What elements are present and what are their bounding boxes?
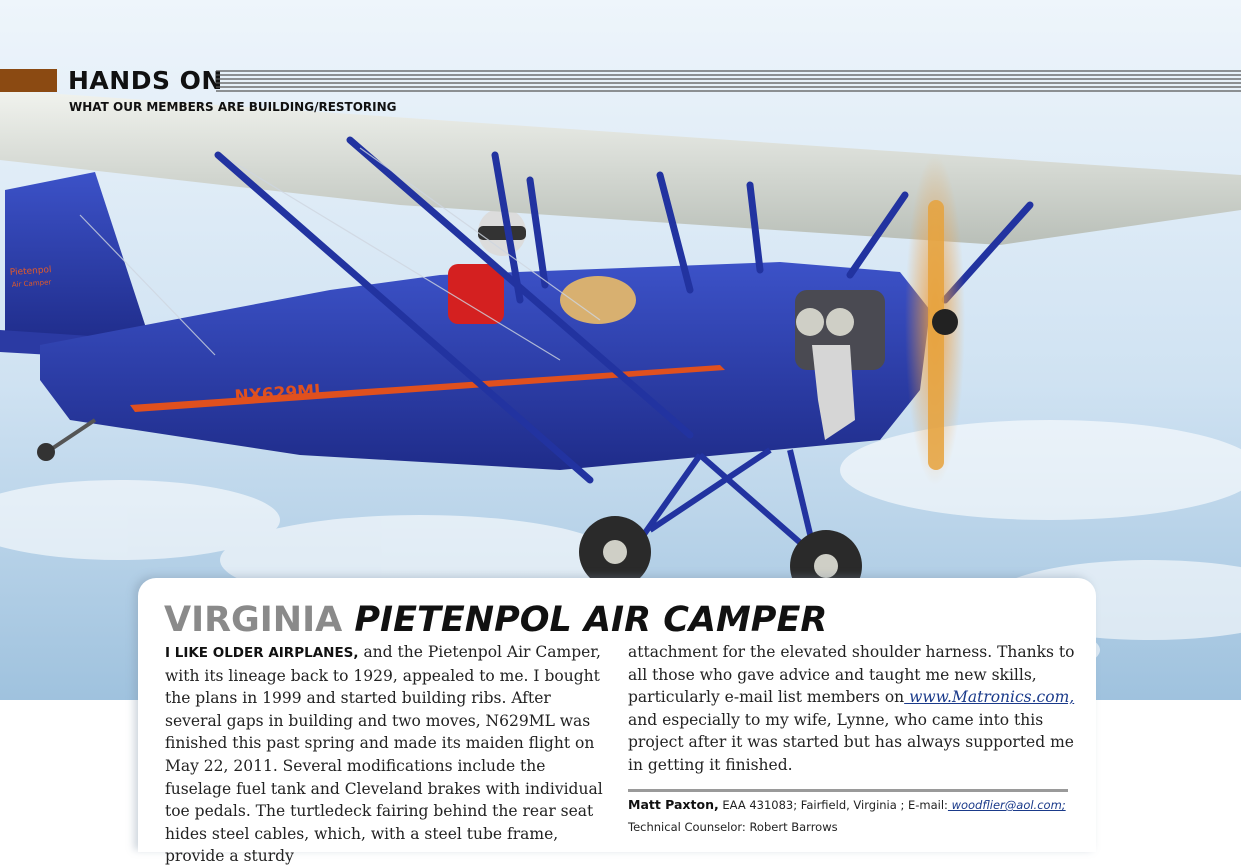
headline-title: PIETENPOL AIR CAMPER	[354, 600, 828, 640]
author-email-link[interactable]: woodflier@aol.com;	[947, 798, 1066, 812]
article-column-left	[165, 641, 605, 868]
section-title: HANDS ON	[68, 66, 223, 95]
right-body-text-1: attachment for the elevated shoulder harness. Thanks to all those who gave advice and taught me new skills, particularly e-mail list members on	[628, 643, 1075, 707]
header-rule-lines	[216, 70, 1241, 92]
article-column-right	[628, 641, 1076, 777]
section-color-tab	[0, 69, 57, 92]
lead-in: I LIKE OLDER AIRPLANES,	[165, 645, 359, 661]
svg-text:Pietenpol: Pietenpol	[9, 265, 52, 278]
section-subtitle: WHAT OUR MEMBERS ARE BUILDING/RESTORING	[69, 100, 397, 114]
matronics-link[interactable]: www.Matronics.com,	[904, 688, 1075, 707]
propeller	[905, 155, 965, 485]
svg-text:Air Camper: Air Camper	[11, 278, 52, 289]
author-name: Matt Paxton,	[628, 797, 719, 812]
byline-divider	[628, 789, 1068, 792]
left-body-text: and the Pietenpol Air Camper, with its lineage back to 1929, appealed to me. I bought the plans in 1999 and started building ribs. After several gaps in building and two moves, N629ML was finished this past spring and made its maiden flight on May 22, 2011. Several modifications include the fuselage fuel tank and Cleveland brakes with individual toe pedals. The turtledeck fairing behind the rear seat hides steel cables, which, with a steel tube frame, provide a sturdy	[165, 643, 603, 866]
author-byline	[628, 797, 1088, 812]
author-details: EAA 431083; Fairfield, Virginia ; E-mail:	[718, 798, 948, 812]
article-headline	[164, 600, 827, 640]
right-body-text-2: and especially to my wife, Lynne, who came into this project after it was started but has always supported me in getting it finished.	[628, 710, 1074, 774]
headline-state: VIRGINIA	[164, 600, 343, 640]
registration-mark: NX629ML	[233, 380, 326, 407]
technical-counselor: Technical Counselor: Robert Barrows	[628, 820, 838, 834]
